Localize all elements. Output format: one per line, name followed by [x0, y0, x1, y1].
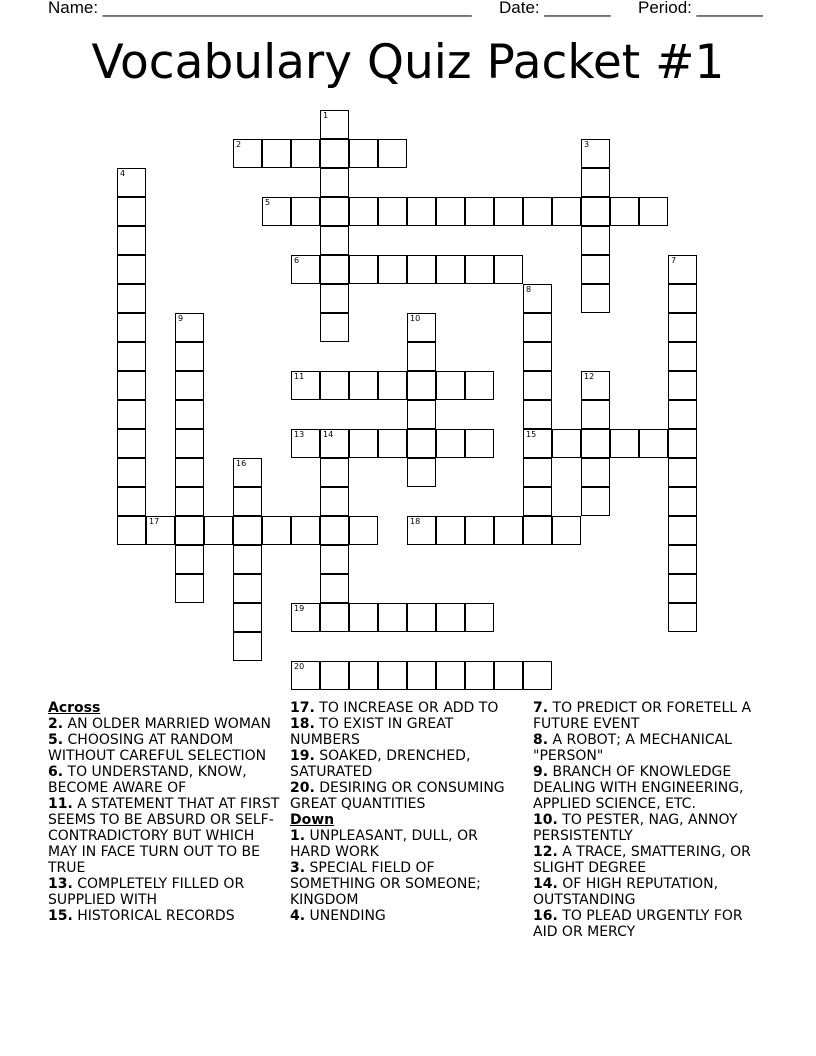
- grid-cell[interactable]: [320, 661, 349, 690]
- grid-cell[interactable]: [378, 255, 407, 284]
- grid-cell[interactable]: [233, 632, 262, 661]
- grid-cell[interactable]: [349, 255, 378, 284]
- grid-cell[interactable]: [320, 226, 349, 255]
- grid-cell[interactable]: [117, 429, 146, 458]
- grid-cell[interactable]: [378, 371, 407, 400]
- grid-cell[interactable]: [175, 516, 204, 545]
- clue-item-text: TO PLEAD URGENTLY FOR AID OR MERCY: [533, 908, 743, 940]
- grid-cell[interactable]: [407, 661, 436, 690]
- clue-number: 13: [294, 430, 305, 439]
- clue-item-number: 12.: [533, 844, 558, 860]
- grid-cell[interactable]: [494, 197, 523, 226]
- grid-cell[interactable]: [581, 197, 610, 226]
- grid-cell[interactable]: [291, 429, 320, 458]
- grid-cell[interactable]: [407, 603, 436, 632]
- grid-cell[interactable]: [320, 603, 349, 632]
- grid-cell[interactable]: [291, 371, 320, 400]
- clue-section-heading: Across: [48, 700, 101, 716]
- grid-cell[interactable]: [349, 603, 378, 632]
- grid-cell[interactable]: [175, 458, 204, 487]
- clue-number: 6: [294, 256, 300, 265]
- grid-cell[interactable]: [291, 255, 320, 284]
- clue-number: 10: [410, 314, 421, 323]
- grid-cell[interactable]: [465, 255, 494, 284]
- grid-cell[interactable]: [320, 545, 349, 574]
- clue-item-text: TO PREDICT OR FORETELL A FUTURE EVENT: [533, 700, 752, 732]
- clue-item-number: 2.: [48, 716, 64, 732]
- clue-item: [290, 780, 522, 812]
- grid-cell[interactable]: [320, 313, 349, 342]
- clue-item: [533, 700, 768, 732]
- grid-cell[interactable]: [378, 429, 407, 458]
- grid-cell[interactable]: [581, 429, 610, 458]
- grid-cell[interactable]: [465, 661, 494, 690]
- clue-item-number: 15.: [48, 908, 73, 924]
- grid-cell[interactable]: [581, 139, 610, 168]
- grid-cell[interactable]: [233, 516, 262, 545]
- grid-cell[interactable]: [117, 400, 146, 429]
- clue-number: 5: [265, 198, 271, 207]
- grid-cell[interactable]: [581, 371, 610, 400]
- grid-cell[interactable]: [436, 516, 465, 545]
- grid-cell[interactable]: [320, 574, 349, 603]
- clue-item-text: TO UNDERSTAND, KNOW, BECOME AWARE OF: [48, 764, 247, 796]
- grid-cell[interactable]: [581, 487, 610, 516]
- clue-item: [290, 700, 522, 716]
- grid-cell[interactable]: [175, 487, 204, 516]
- grid-cell[interactable]: [494, 516, 523, 545]
- grid-cell[interactable]: [523, 313, 552, 342]
- clue-item-text: TO PESTER, NAG, ANNOY PERSISTENTLY: [533, 812, 738, 844]
- grid-cell[interactable]: [320, 371, 349, 400]
- clue-item-text: AN OLDER MARRIED WOMAN: [63, 716, 271, 732]
- grid-cell[interactable]: [320, 110, 349, 139]
- grid-cell[interactable]: [552, 516, 581, 545]
- grid-cell[interactable]: [407, 197, 436, 226]
- clue-item-text: COMPLETELY FILLED OR SUPPLIED WITH: [48, 876, 245, 908]
- grid-cell[interactable]: [407, 255, 436, 284]
- grid-cell[interactable]: [117, 371, 146, 400]
- clues-column-2: [290, 700, 522, 924]
- grid-cell[interactable]: [465, 371, 494, 400]
- clue-item-number: 18.: [290, 716, 315, 732]
- grid-cell[interactable]: [117, 168, 146, 197]
- grid-cell[interactable]: [320, 429, 349, 458]
- grid-cell[interactable]: [494, 255, 523, 284]
- clue-number: 1: [323, 111, 329, 120]
- grid-cell[interactable]: [668, 429, 697, 458]
- clue-item-text: SOAKED, DRENCHED, SATURATED: [290, 748, 471, 780]
- clue-item-number: 6.: [48, 764, 64, 780]
- clue-item: [533, 732, 768, 764]
- grid-cell[interactable]: [349, 371, 378, 400]
- grid-cell[interactable]: [407, 342, 436, 371]
- clue-item: [533, 812, 768, 844]
- grid-cell[interactable]: [349, 516, 378, 545]
- grid-cell[interactable]: [262, 139, 291, 168]
- clue-item-number: 8.: [533, 732, 549, 748]
- grid-cell[interactable]: [233, 545, 262, 574]
- grid-cell[interactable]: [262, 516, 291, 545]
- grid-cell[interactable]: [117, 516, 146, 545]
- clue-item-text: TO EXIST IN GREAT NUMBERS: [290, 716, 454, 748]
- grid-cell[interactable]: [465, 429, 494, 458]
- clue-item-text: BRANCH OF KNOWLEDGE DEALING WITH ENGINEERING, APPLIED SCIENCE, ETC.: [533, 764, 744, 812]
- grid-cell[interactable]: [436, 371, 465, 400]
- grid-cell[interactable]: [378, 603, 407, 632]
- clue-number: 9: [178, 314, 184, 323]
- grid-cell[interactable]: [523, 400, 552, 429]
- grid-cell[interactable]: [291, 661, 320, 690]
- clue-item-number: 19.: [290, 748, 315, 764]
- clue-number: 8: [526, 285, 532, 294]
- grid-cell[interactable]: [204, 516, 233, 545]
- clue-item-text: CHOOSING AT RANDOM WITHOUT CAREFUL SELECTION: [48, 732, 267, 764]
- grid-cell[interactable]: [581, 400, 610, 429]
- grid-cell[interactable]: [465, 197, 494, 226]
- grid-cell[interactable]: [320, 139, 349, 168]
- clue-item-text: OF HIGH REPUTATION, OUTSTANDING: [533, 876, 719, 908]
- grid-cell[interactable]: [668, 574, 697, 603]
- clue-number: 15: [526, 430, 537, 439]
- clue-item: [290, 860, 522, 908]
- clue-number: 7: [671, 256, 677, 265]
- grid-cell[interactable]: [523, 458, 552, 487]
- clue-item: [290, 716, 522, 748]
- grid-cell[interactable]: [117, 313, 146, 342]
- clue-item-number: 16.: [533, 908, 558, 924]
- grid-cell[interactable]: [378, 139, 407, 168]
- grid-cell[interactable]: [639, 429, 668, 458]
- clue-number: 14: [323, 430, 334, 439]
- grid-cell[interactable]: [291, 197, 320, 226]
- grid-cell[interactable]: [117, 255, 146, 284]
- clue-section-heading: Down: [290, 812, 335, 828]
- grid-cell[interactable]: [610, 197, 639, 226]
- grid-cell[interactable]: [233, 574, 262, 603]
- grid-cell[interactable]: [581, 255, 610, 284]
- clue-item-text: A ROBOT; A MECHANICAL "PERSON": [533, 732, 732, 764]
- clue-item: [290, 748, 522, 780]
- grid-cell[interactable]: [465, 603, 494, 632]
- clue-number: 16: [236, 459, 247, 468]
- grid-cell[interactable]: [378, 661, 407, 690]
- clue-item-text: UNENDING: [305, 908, 386, 924]
- clue-number: 3: [584, 140, 590, 149]
- grid-cell[interactable]: [436, 429, 465, 458]
- grid-cell[interactable]: [175, 342, 204, 371]
- grid-cell[interactable]: [552, 429, 581, 458]
- grid-cell[interactable]: [117, 284, 146, 313]
- grid-cell[interactable]: [668, 371, 697, 400]
- clue-number: 17: [149, 517, 160, 526]
- grid-cell[interactable]: [320, 168, 349, 197]
- grid-cell[interactable]: [581, 226, 610, 255]
- clue-item-text: A TRACE, SMATTERING, OR SLIGHT DEGREE: [533, 844, 751, 876]
- grid-cell[interactable]: [175, 313, 204, 342]
- grid-cell[interactable]: [320, 458, 349, 487]
- grid-cell[interactable]: [233, 458, 262, 487]
- grid-cell[interactable]: [465, 516, 494, 545]
- grid-cell[interactable]: [668, 255, 697, 284]
- grid-cell[interactable]: [668, 545, 697, 574]
- grid-cell[interactable]: [436, 197, 465, 226]
- clue-item-number: 1.: [290, 828, 306, 844]
- grid-cell[interactable]: [320, 284, 349, 313]
- grid-cell[interactable]: [320, 487, 349, 516]
- grid-cell[interactable]: [378, 197, 407, 226]
- grid-cell[interactable]: [523, 284, 552, 313]
- clues-column-1: [48, 700, 280, 924]
- clue-item: [290, 908, 522, 924]
- grid-cell[interactable]: [581, 168, 610, 197]
- grid-cell[interactable]: [436, 603, 465, 632]
- grid-cell[interactable]: [668, 516, 697, 545]
- clue-item: [48, 764, 280, 796]
- clue-item-text: A STATEMENT THAT AT FIRST SEEMS TO BE ABSURD OR SELF-CONTRADICTORY BUT WHICH MAY IN FACE TURN OUT TO BE TRUE: [48, 796, 280, 876]
- grid-cell[interactable]: [175, 429, 204, 458]
- page-title: Vocabulary Quiz Packet #1: [91, 35, 725, 90]
- grid-cell[interactable]: [610, 429, 639, 458]
- grid-cell[interactable]: [349, 661, 378, 690]
- grid-cell[interactable]: [523, 342, 552, 371]
- clue-number: 12: [584, 372, 595, 381]
- grid-cell[interactable]: [523, 429, 552, 458]
- grid-cell[interactable]: [407, 371, 436, 400]
- grid-cell[interactable]: [407, 516, 436, 545]
- clue-number: 20: [294, 662, 305, 671]
- grid-cell[interactable]: [291, 516, 320, 545]
- clue-item: [48, 876, 280, 908]
- clue-item-text: DESIRING OR CONSUMING GREAT QUANTITIES: [290, 780, 505, 812]
- clue-item-number: 14.: [533, 876, 558, 892]
- grid-cell[interactable]: [175, 545, 204, 574]
- clue-number: 2: [236, 140, 242, 149]
- clue-number: 11: [294, 372, 305, 381]
- grid-cell[interactable]: [407, 458, 436, 487]
- clue-item: [48, 908, 280, 924]
- clue-item: [290, 828, 522, 860]
- grid-cell[interactable]: [523, 661, 552, 690]
- period-field-label[interactable]: Period: _______: [638, 0, 763, 17]
- grid-cell[interactable]: [117, 197, 146, 226]
- clue-item-number: 20.: [290, 780, 315, 796]
- grid-cell[interactable]: [175, 371, 204, 400]
- clue-item-text: TO INCREASE OR ADD TO: [314, 700, 499, 716]
- grid-cell[interactable]: [668, 487, 697, 516]
- clue-item: [533, 844, 768, 876]
- grid-cell[interactable]: [668, 313, 697, 342]
- clue-item-number: 13.: [48, 876, 73, 892]
- clue-item: [48, 716, 280, 732]
- grid-cell[interactable]: [349, 139, 378, 168]
- grid-cell[interactable]: [349, 429, 378, 458]
- clue-item-number: 17.: [290, 700, 315, 716]
- grid-cell[interactable]: [523, 371, 552, 400]
- grid-cell[interactable]: [581, 284, 610, 313]
- grid-cell[interactable]: [291, 603, 320, 632]
- clue-item-text: SPECIAL FIELD OF SOMETHING OR SOMEONE; KINGDOM: [290, 860, 481, 908]
- clue-item-number: 4.: [290, 908, 306, 924]
- grid-cell[interactable]: [320, 516, 349, 545]
- grid-cell[interactable]: [436, 661, 465, 690]
- clue-item-text: UNPLEASANT, DULL, OR HARD WORK: [290, 828, 478, 860]
- clue-item: [48, 796, 280, 876]
- grid-cell[interactable]: [320, 255, 349, 284]
- grid-cell[interactable]: [668, 603, 697, 632]
- name-field-label[interactable]: Name: _______________________________________: [48, 0, 472, 17]
- clue-item-number: 5.: [48, 732, 64, 748]
- grid-cell[interactable]: [436, 255, 465, 284]
- grid-cell[interactable]: [175, 400, 204, 429]
- grid-cell[interactable]: [523, 197, 552, 226]
- grid-cell[interactable]: [117, 342, 146, 371]
- clue-item-number: 7.: [533, 700, 549, 716]
- grid-cell[interactable]: [117, 226, 146, 255]
- grid-cell[interactable]: [639, 197, 668, 226]
- grid-cell[interactable]: [349, 197, 378, 226]
- grid-cell[interactable]: [523, 487, 552, 516]
- grid-cell[interactable]: [117, 487, 146, 516]
- clue-number: 4: [120, 169, 126, 178]
- clue-item: [533, 764, 768, 812]
- grid-cell[interactable]: [320, 197, 349, 226]
- clue-number: 19: [294, 604, 305, 613]
- clue-item-number: 3.: [290, 860, 306, 876]
- grid-cell[interactable]: [668, 284, 697, 313]
- clue-item: [533, 876, 768, 908]
- grid-cell[interactable]: [668, 400, 697, 429]
- grid-cell[interactable]: [233, 487, 262, 516]
- grid-cell[interactable]: [407, 313, 436, 342]
- clue-item: [48, 732, 280, 764]
- grid-cell[interactable]: [146, 516, 175, 545]
- grid-cell[interactable]: [117, 458, 146, 487]
- grid-cell[interactable]: [233, 603, 262, 632]
- clues-column-3: [533, 700, 768, 940]
- clue-item-number: 10.: [533, 812, 558, 828]
- grid-cell[interactable]: [523, 516, 552, 545]
- grid-cell[interactable]: [668, 342, 697, 371]
- clue-item-number: 11.: [48, 796, 73, 812]
- grid-cell[interactable]: [407, 429, 436, 458]
- grid-cell[interactable]: [175, 574, 204, 603]
- clue-item: [533, 908, 768, 940]
- clue-item-text: HISTORICAL RECORDS: [72, 908, 235, 924]
- grid-cell[interactable]: [552, 197, 581, 226]
- clue-item-number: 9.: [533, 764, 549, 780]
- grid-cell[interactable]: [581, 458, 610, 487]
- grid-cell[interactable]: [262, 197, 291, 226]
- grid-cell[interactable]: [233, 139, 262, 168]
- grid-cell[interactable]: [407, 400, 436, 429]
- date-field-label[interactable]: Date: _______: [499, 0, 611, 17]
- grid-cell[interactable]: [668, 458, 697, 487]
- clue-number: 18: [410, 517, 421, 526]
- grid-cell[interactable]: [291, 139, 320, 168]
- grid-cell[interactable]: [494, 661, 523, 690]
